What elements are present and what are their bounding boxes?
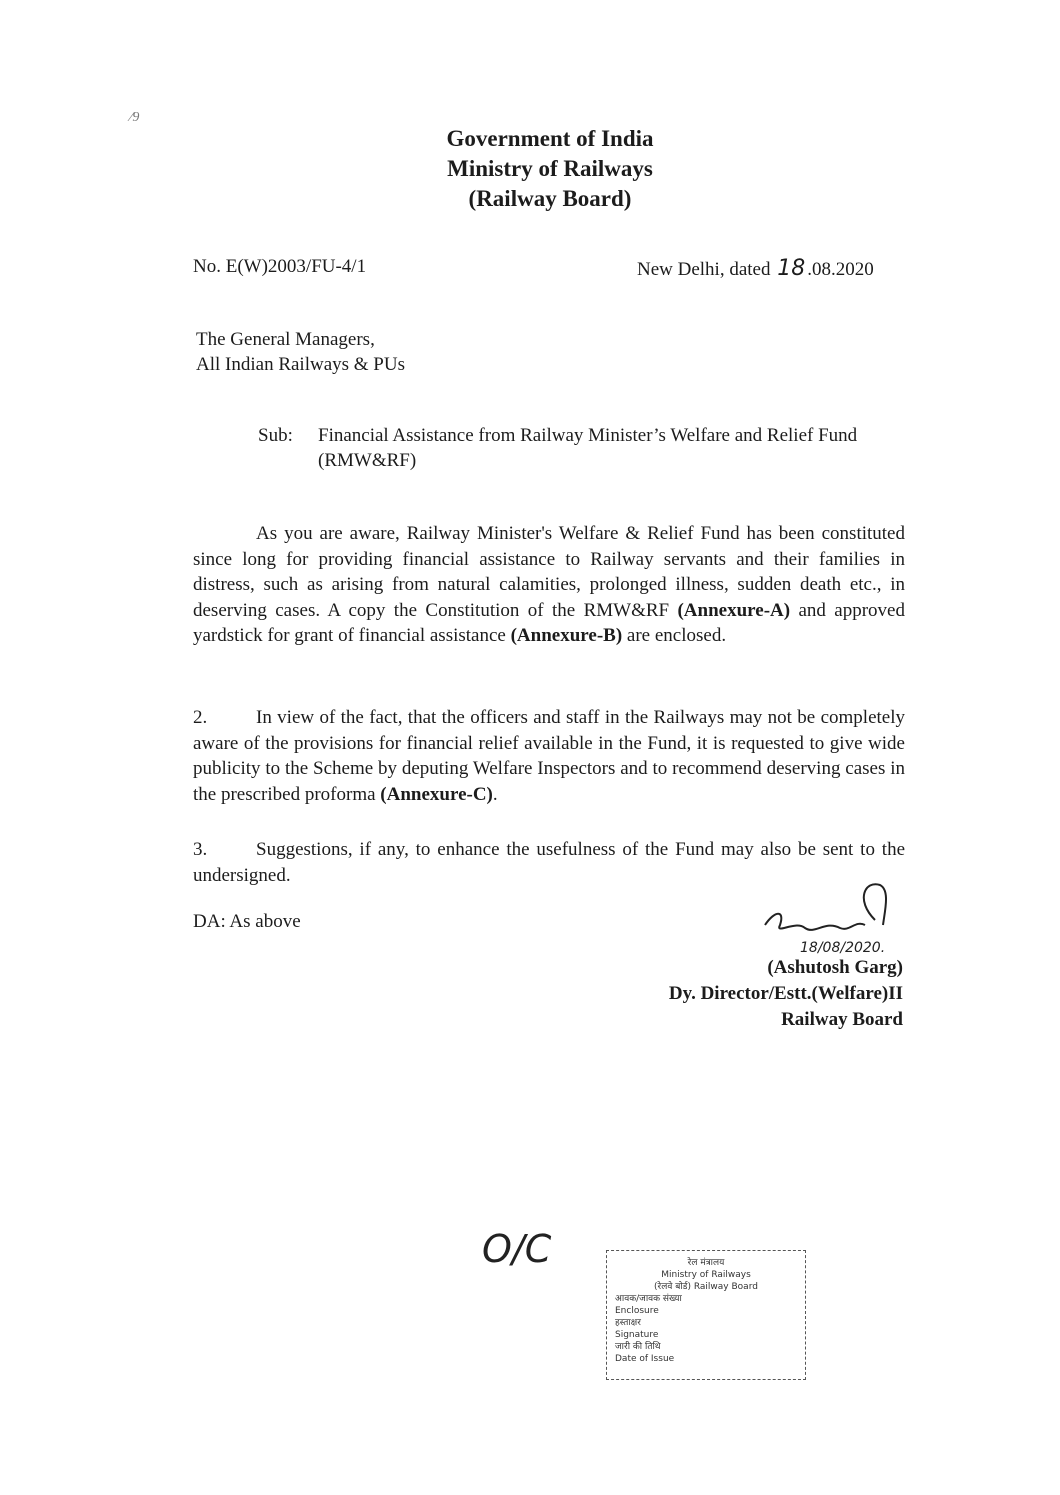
subject-label: Sub: <box>258 425 293 446</box>
paragraph-2 <box>193 705 905 807</box>
stamp-line3: (रेलवे बोर्ड) Railway Board <box>654 1282 758 1292</box>
paragraph-2-text-b: . <box>492 783 498 805</box>
addressee <box>196 327 405 377</box>
paragraph-2-text-a: In view of the fact, that the officers and staff in the Railways may not be completely aware of the provisions for financial relief available in the Fund, it is requested to give wide publicity to the Scheme by deputing Welfare Inspectors and to recommend deserving cases in the prescribed proforma <box>193 707 905 805</box>
paragraph-1 <box>193 521 905 649</box>
addressee-line2: All Indian Railways & PUs <box>196 354 405 375</box>
letterhead-board: (Railway Board) <box>468 186 632 211</box>
date-prefix: New Delhi, dated <box>637 259 771 280</box>
stamp-line5: Enclosure <box>615 1306 659 1316</box>
signature-date: 18/08/2020. <box>800 940 886 956</box>
letterhead-government: Government of India <box>446 126 654 151</box>
signatory-name: (Ashutosh Garg) <box>767 957 903 978</box>
signatory-designation: Dy. Director/Estt.(Welfare)II <box>668 983 903 1004</box>
paragraph-3-number: 3. <box>193 839 208 860</box>
subject-text: Financial Assistance from Railway Minister’s Welfare and Relief Fund (RMW&RF) <box>318 425 858 471</box>
stamp-line1: रेल मंत्रालय <box>687 1258 725 1268</box>
paragraph-1-text-b: and approved yardstick for grant of financial assistance <box>193 599 905 647</box>
stamp-line2: Ministry of Railways <box>661 1270 751 1280</box>
paragraph-2-number: 2. <box>193 707 208 728</box>
reference-number: No. E(W)2003/FU-4/1 <box>193 256 367 277</box>
stamp-line6: हस्ताक्षर <box>615 1318 641 1328</box>
letterhead-ministry: Ministry of Railways <box>447 156 653 181</box>
enclosure-note: DA: As above <box>193 911 301 932</box>
paragraph-1-text-a: As you are aware, Railway Minister's Welfare & Relief Fund has been constituted since long for providing financial assistance to Railway servants and their families in distress, such as arising from natural calamities, prolonged illness, sudden death etc., in deserving cases. A copy the Constitution of the RMW&RF <box>193 523 905 621</box>
handwritten-note <box>478 1218 568 1278</box>
stamp-line4: आवक/जावक संख्या <box>615 1294 682 1304</box>
paragraph-1-text-c: are enclosed. <box>622 625 727 647</box>
stamp-line8: जारी की तिथि <box>615 1342 661 1352</box>
receipt-stamp <box>606 1250 806 1380</box>
letterhead <box>380 124 720 214</box>
stamp-line9: Date of Issue <box>615 1354 675 1364</box>
subject <box>258 423 898 473</box>
annexure-a-ref: (Annexure-A) <box>677 599 791 621</box>
letter-date <box>637 256 874 281</box>
signature <box>755 880 915 960</box>
date-day-handwritten: 18 <box>777 256 806 281</box>
paragraph-3-text: Suggestions, if any, to enhance the usefulness of the Fund may also be sent to the undersigned. <box>193 839 905 886</box>
date-rest: .08.2020 <box>807 259 874 280</box>
signatory-block <box>669 955 903 1033</box>
stamp-line7: Signature <box>615 1330 659 1340</box>
addressee-line1: The General Managers, <box>196 329 375 350</box>
handwritten-note-text: O/C <box>482 1227 552 1271</box>
margin-mark: ⁄9 <box>130 110 140 125</box>
annexure-c-ref: (Annexure-C) <box>380 783 493 805</box>
signatory-office: Railway Board <box>781 1009 903 1030</box>
annexure-b-ref: (Annexure-B) <box>510 625 623 647</box>
